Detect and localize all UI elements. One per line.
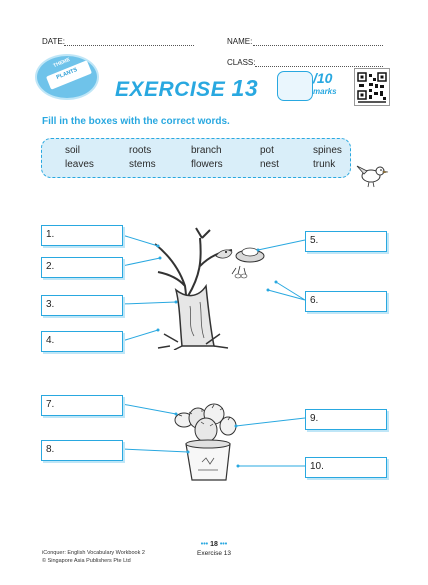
word-bank-item: nest [260,159,279,170]
answer-box-number: 1. [46,229,55,240]
footer-publisher: © Singapore Asia Publishers Pte Ltd [42,558,131,564]
answer-box-8[interactable] [41,440,123,461]
marks-label: marks [313,87,337,96]
answer-box-2[interactable] [41,257,123,278]
date-label: DATE: [42,37,65,46]
answer-box-number: 3. [46,299,55,310]
exercise-prefix: EXERCISE [115,78,226,101]
answer-box-number: 8. [46,444,55,455]
answer-box-number: 6. [310,295,319,306]
word-bank-item: spines [313,145,342,156]
answer-box-number: 10. [310,461,324,472]
answer-box-7[interactable] [41,395,123,416]
answer-box-number: 5. [310,235,319,246]
badge-theme-label: THEME [52,56,71,70]
page-number [0,541,428,548]
page-number-value: 18 [210,541,218,548]
page-dots-left: ••• [200,541,209,548]
word-bank-item: pot [260,145,274,156]
answer-box-4[interactable] [41,331,123,352]
answer-box-number: 7. [46,399,55,410]
badge-topic-label: PLANTS [55,67,79,81]
word-bank-item: leaves [65,159,94,170]
word-bank-item: flowers [191,159,223,170]
answer-box-number: 9. [310,413,319,424]
answer-box-6[interactable] [305,291,387,312]
footer-exercise: Exercise 13 [197,550,231,557]
name-label: NAME: [227,37,253,46]
word-bank-item: stems [129,159,156,170]
answer-box-3[interactable] [41,295,123,316]
answer-box-1[interactable] [41,225,123,246]
word-bank-item: roots [129,145,152,156]
exercise-number: 13 [231,75,259,101]
answer-box-number: 2. [46,261,55,272]
instruction-text: Fill in the boxes with the correct words. [42,116,230,127]
word-bank-item: branch [191,145,222,156]
page-dots-right: ••• [219,541,228,548]
class-label: CLASS: [227,58,256,67]
word-bank-item: soil [65,145,81,156]
marks-score: /10 [313,70,333,86]
answer-box-number: 4. [46,335,55,346]
footer-book-title: iConquer: English Vocabulary Workbook 2 [42,550,145,556]
answer-box-9[interactable] [305,409,387,430]
word-bank-item: trunk [313,159,336,170]
answer-box-5[interactable] [305,231,387,252]
answer-box-10[interactable] [305,457,387,478]
